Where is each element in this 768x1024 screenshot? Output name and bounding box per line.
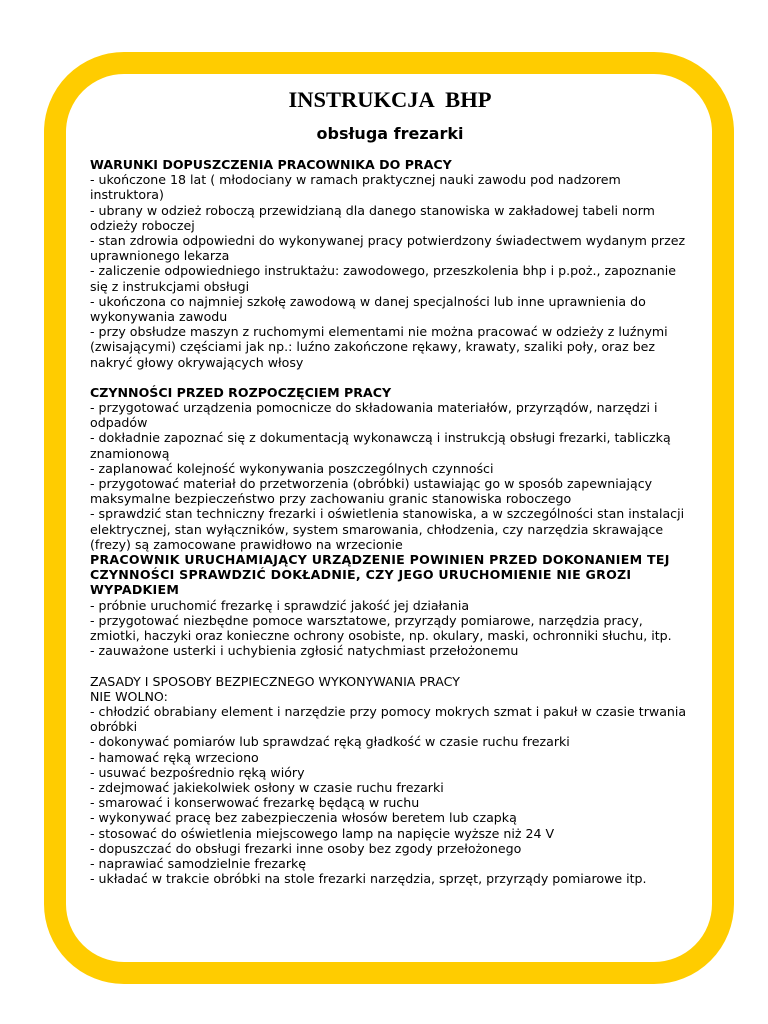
list-item: - przygotować urządzenia pomocnicze do składowania materiałów, przyrządów, narzędzi i odpadów — [90, 400, 658, 431]
list-item: - układać w trakcie obróbki na stole frezarki narzędzia, sprzęt, przyrządy pomiarowe itp. — [90, 871, 647, 887]
section-heading: WARUNKI DOPUSZCZENIA PRACOWNIKA DO PRACY — [90, 157, 452, 172]
section-subheading: NIE WOLNO: — [90, 688, 168, 704]
list-item: - zauważone usterki i uchybienia zgłosić natychmiast przełożonemu — [90, 643, 519, 659]
list-item: - zaplanować kolejność wykonywania poszczególnych czynności — [90, 460, 494, 476]
document-body — [90, 86, 690, 886]
list-item: - hamować ręką wrzeciono — [90, 749, 259, 765]
document-title: INSTRUKCJA BHP — [288, 87, 492, 112]
list-item: - dokonywać pomiarów lub sprawdzać ręką gładkość w czasie ruchu frezarki — [90, 734, 570, 750]
list-item: - naprawiać samodzielnie frezarkę — [90, 855, 307, 871]
list-item: - przygotować materiał do przetworzenia (obróbki) ustawiając go w sposób zapewniający maksymalne bezpieczeństwo przy zachowaniu granic stanowiska roboczego — [90, 476, 653, 507]
section-heading: CZYNNOŚCI PRZED ROZPOCZĘCIEM PRACY — [90, 384, 392, 400]
list-item: - stosować do oświetlenia miejscowego lamp na napięcie wyższe niż 24 V — [90, 825, 555, 841]
list-item: - zaliczenie odpowiedniego instruktażu: zawodowego, przeszkolenia bhp i p.poż., zapoznanie się z instrukcjami obsługi — [90, 263, 677, 294]
list-item: - sprawdzić stan techniczny frezarki i oświetlenia stanowiska, a w szczególności stan instalacji elektrycznej, stan wyłączników, system smarowania, chłodzenia, czy narzędzia skrawające (frezy) są zamocowane prawidłowo na wrzecionie — [90, 506, 685, 552]
list-item: - stan zdrowia odpowiedni do wykonywanej pracy potwierdzony świadectwem wydanym przez uprawnionego lekarza — [90, 233, 686, 264]
list-item: - usuwać bezpośrednio ręką wióry — [90, 764, 305, 780]
list-item: - zdejmować jakiekolwiek osłony w czasie ruchu frezarki — [90, 779, 444, 795]
list-item: - ukończone 18 lat ( młodociany w ramach praktycznej nauki zawodu pod nadzorem instruktora) — [90, 172, 621, 203]
list-item: - przygotować niezbędne pomoce warsztatowe, przyrządy pomiarowe, narzędzia pracy, zmiotki, haczyki oraz konieczne ochrony osobiste, np. okulary, maski, ochronniki słuchu, itp. — [90, 612, 672, 644]
list-item: - ubrany w odzież roboczą przewidzianą dla danego stanowiska w zakładowej tabeli norm odzieży roboczej — [90, 202, 655, 233]
list-item: - ukończona co najmniej szkołę zawodową w danej specjalności lub inne uprawnienia do wykonywania zawodu — [90, 293, 646, 325]
list-item: - przy obsłudze maszyn z ruchomymi elementami nie można pracować w odzieży z luźnymi (zwisającymi) częściami jak np.: luźno zakończone rękawy, krawaty, szaliki poły, oraz bez nakryć głowy okrywających włosy — [90, 324, 668, 370]
list-item: - dokładnie zapoznać się z dokumentacją wykonawczą i instrukcją obsługi frezarki, tabliczką znamionową — [90, 430, 671, 461]
list-item: - smarować i konserwować frezarkę będącą w ruchu — [90, 795, 420, 811]
section-before-work — [90, 385, 690, 659]
section-admission-conditions — [90, 157, 690, 370]
list-item: - dopuszczać do obsługi frezarki inne osoby bez zgody przełożonego — [90, 840, 522, 856]
section-safe-work-rules — [90, 674, 690, 887]
section-heading: ZASADY I SPOSOBY BEZPIECZNEGO WYKONYWANIA PRACY — [90, 673, 460, 689]
list-item: - chłodzić obrabiany element i narzędzie przy pomocy mokrych szmat i pakuł w czasie trwania obróbki — [90, 703, 687, 735]
list-item: - próbnie uruchomić frezarkę i sprawdzić jakość jej działania — [90, 597, 470, 613]
list-item: - wykonywać pracę bez zabezpieczenia włosów beretem lub czapką — [90, 810, 517, 826]
warning-text: PRACOWNIK URUCHAMIAJĄCY URZĄDZENIE POWINIEN PRZED DOKONANIEM TEJ CZYNNOŚCI SPRAWDZIĆ DOKŁADNIE, CZY JEGO URUCHOMIENIE NIE GROZI WYPADKIEM — [90, 552, 670, 598]
document-subtitle: obsługa frezarki — [316, 124, 464, 143]
